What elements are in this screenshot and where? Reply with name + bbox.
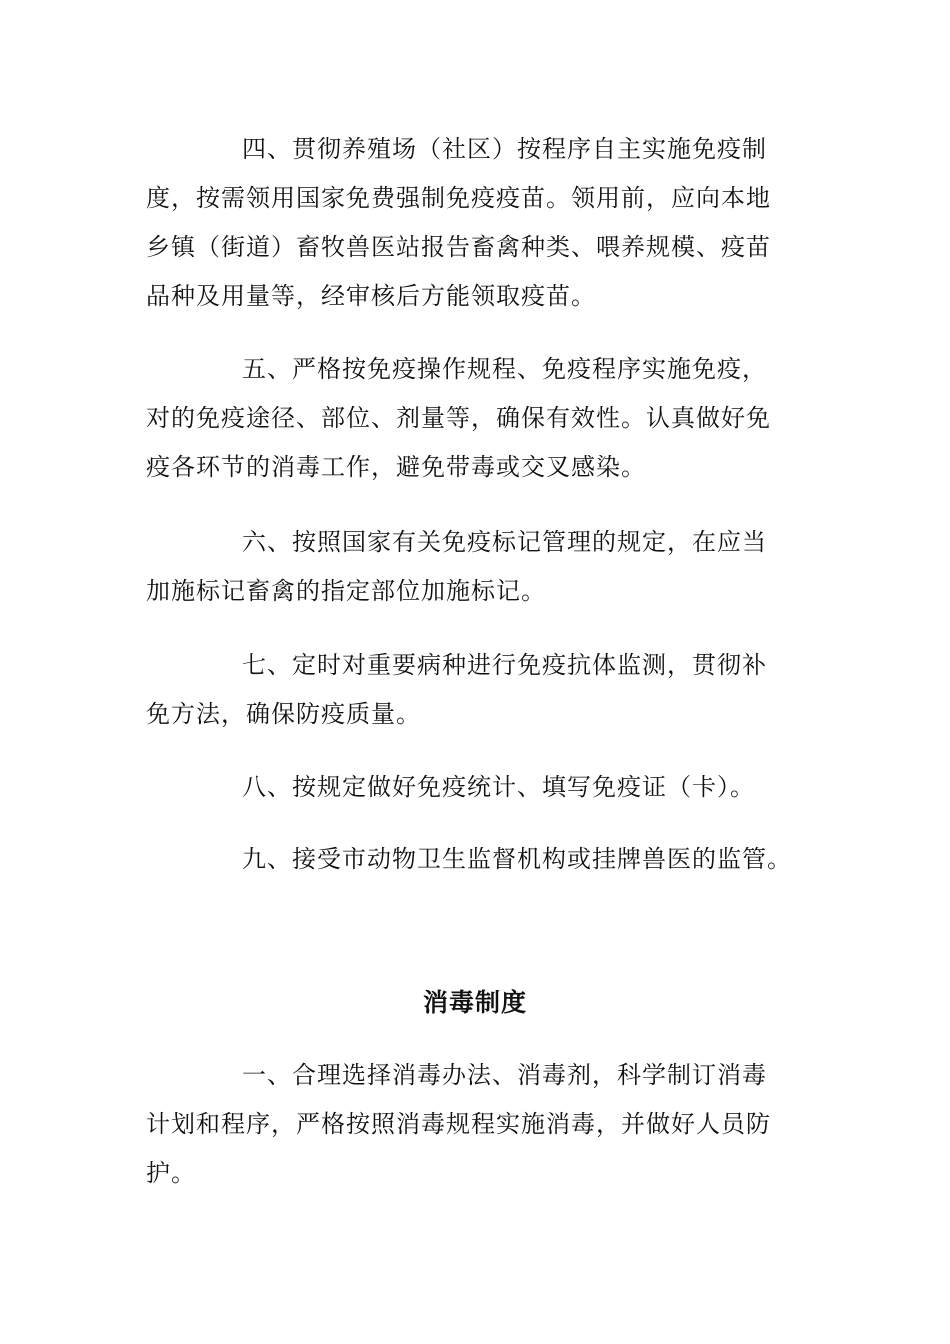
paragraph-item-5: 五、严格按免疫操作规程、免疫程序实施免疫，对的免疫途径、部位、剂量等，确保有效性。认真做好免疫各环节的消毒工作，避免带毒或交叉感染。: [146, 355, 771, 481]
paragraph-item-4: 四、贯彻养殖场（社区）按程序自主实施免疫制度，按需领用国家免费强制免疫疫苗。领用前，应向本地乡镇（街道）畜牧兽医站报告畜禽种类、喂养规模、疫苗品种及用量等，经审核后方能领取疫苗。: [146, 135, 771, 310]
section-paragraph-item-1: 一、合理选择消毒办法、消毒剂，科学制订消毒计划和程序，严格按照消毒规程实施消毒，并做好人员防护。: [146, 1061, 771, 1187]
section-title: 消毒制度: [422, 988, 527, 1017]
paragraph-item-9: 九、接受市动物卫生监督机构或挂牌兽医的监管。: [242, 845, 792, 873]
paragraph-item-8: 八、按规定做好免疫统计、填写免疫证（卡）。: [242, 773, 755, 801]
paragraph-item-6: 六、按照国家有关免疫标记管理的规定，在应当加施标记畜禽的指定部位加施标记。: [146, 528, 767, 605]
paragraph-item-7: 七、定时对重要病种进行免疫抗体监测，贯彻补免方法，确保防疫质量。: [146, 651, 767, 728]
